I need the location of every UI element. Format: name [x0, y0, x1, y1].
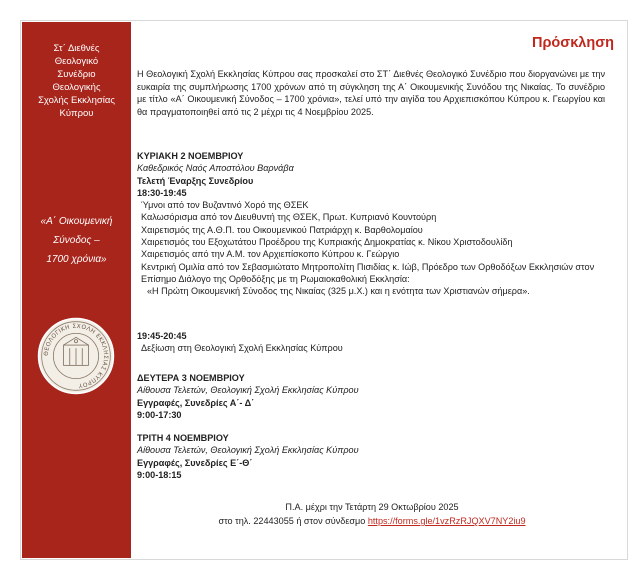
- day3-time: 9:00-18:15: [137, 469, 182, 480]
- day3-venue: Αίθουσα Τελετών, Θεολογική Σχολή Εκκλησίας Κύπρου: [137, 445, 359, 456]
- program-item: Κεντρική Ομιλία από τον Σεβασμιώτατο Μητροπολίτη Πισιδίας κ. Ιώβ, Πρόεδρο των Ορθοδόξων Εκκλησιών στον Επίσημο Διάλογο της Ορθοδόξης με τη Ρωμαιοκαθολική Εκκλησία:: [141, 261, 595, 284]
- day3-session: Εγγραφές, Συνεδρίες Ε΄-Θ΄: [137, 457, 253, 468]
- sidebar-title-line: Θεολογικής: [52, 82, 101, 93]
- day3-title: ΤΡΙΤΗ 4 ΝΟΕΜΒΡΙΟΥ: [137, 433, 229, 443]
- day2-section: [137, 372, 607, 421]
- sidebar-theme-line: «Α΄ Οικουμενική: [40, 216, 113, 227]
- seal-text: ΘΕΟΛΟΓΙΚΗ ΣΧΟΛΗ ΕΚΚΛΗΣΙΑΣ ΚΥΠΡΟΥ: [43, 323, 109, 389]
- sidebar-title-line: Θεολογικό: [54, 56, 99, 67]
- program-item: Χαιρετισμός της Α.Θ.Π. του Οικουμενικού Πατριάρχη κ. Βαρθολομαίου: [141, 224, 423, 235]
- reception-time: 19:45-20:45: [137, 331, 187, 341]
- day2-title: ΔΕΥΤΕΡΑ 3 ΝΟΕΜΒΡΙΟΥ: [137, 373, 245, 383]
- day1-section: [137, 150, 607, 298]
- reception-item: Δεξίωση στη Θεολογική Σχολή Εκκλησίας Κύπρου: [141, 343, 343, 354]
- day2-venue: Αίθουσα Τελετών, Θεολογική Σχολή Εκκλησίας Κύπρου: [137, 385, 359, 396]
- program-item: Καλωσόρισμα από τον Διευθυντή της ΘΣΕΚ, Πρωτ. Κυπριανό Κουντούρη: [141, 212, 437, 223]
- rsvp-text: Π.Α. μέχρι την Τετάρτη 29 Οκτωβρίου 2025: [285, 502, 459, 512]
- day2-time: 9:00-17:30: [137, 409, 182, 420]
- day1-session: Τελετή Έναρξης Συνεδρίου: [137, 175, 254, 186]
- program-item: Ύμνοι από τον Βυζαντινό Χορό της ΘΣΕΚ: [141, 200, 309, 211]
- contact-text: στο τηλ. 22443055 ή στον σύνδεσμο: [218, 516, 366, 526]
- sidebar-title: [28, 42, 125, 120]
- day1-venue: Καθεδρικός Ναός Αποστόλου Βαρνάβα: [137, 163, 294, 174]
- sidebar-theme: [26, 212, 127, 269]
- day3-section: [137, 432, 607, 481]
- day2-session: Εγγραφές, Συνεδρίες Α΄- Δ΄: [137, 397, 255, 408]
- program-item: Χαιρετισμός του Εξοχωτάτου Προέδρου της Κυπριακής Δημοκρατίας κ. Νίκου Χριστοδουλίδη: [141, 237, 513, 248]
- sidebar: [22, 22, 131, 558]
- footer: [137, 500, 607, 528]
- sidebar-theme-line: Σύνοδος –: [53, 235, 100, 246]
- sidebar-title-line: Σχολής Εκκλησίας: [38, 95, 115, 106]
- contact-line: [137, 514, 607, 528]
- registration-link[interactable]: https://forms.gle/1vzRzRJQXV7NY2iu9: [367, 516, 526, 526]
- day1-reception-section: [137, 330, 607, 355]
- sidebar-title-line: Κύπρου: [59, 108, 94, 119]
- keynote-title: «Η Πρώτη Οικουμενική Σύνοδος της Νικαίας (325 μ.Χ.) και η ενότητα των Χριστιανών σήμερα».: [147, 286, 530, 297]
- day1-time: 18:30-19:45: [137, 187, 187, 198]
- page-title: Πρόσκληση: [531, 35, 614, 51]
- sidebar-title-line: Συνέδριο: [57, 69, 96, 80]
- day1-title: ΚΥΡΙΑΚΗ 2 ΝΟΕΜΒΡΙΟΥ: [137, 151, 244, 161]
- intro-paragraph: Η Θεολογική Σχολή Εκκλησίας Κύπρου σας προσκαλεί στο ΣΤ΄ Διεθνές Θεολογικό Συνέδριο που διοργανώνει με την ευκαιρία της συμπλήρωσης 1700 χρόνων από τη σύγκληση της Α΄ Οικουμενικής Συνόδου της Νικαίας. Το συνέδριο με τίτλο «Α΄ Οικουμενική Σύνοδος – 1700 χρόνια», τελεί υπό την αιγίδα του Αρχιεπισκόπου Κύπρου κ. Γεωργίου και θα πραγματοποιηθεί από τις 2 μέχρι τις 4 Νοεμβρίου 2025.: [137, 69, 605, 117]
- school-seal-icon: [37, 317, 115, 395]
- sidebar-theme-line: 1700 χρόνια»: [46, 254, 107, 265]
- program-item: Χαιρετισμός από την Α.Μ. τον Αρχιεπίσκοπο Κύπρου κ. Γεώργιο: [141, 249, 400, 260]
- sidebar-title-line: Στ΄ Διεθνές: [53, 43, 100, 54]
